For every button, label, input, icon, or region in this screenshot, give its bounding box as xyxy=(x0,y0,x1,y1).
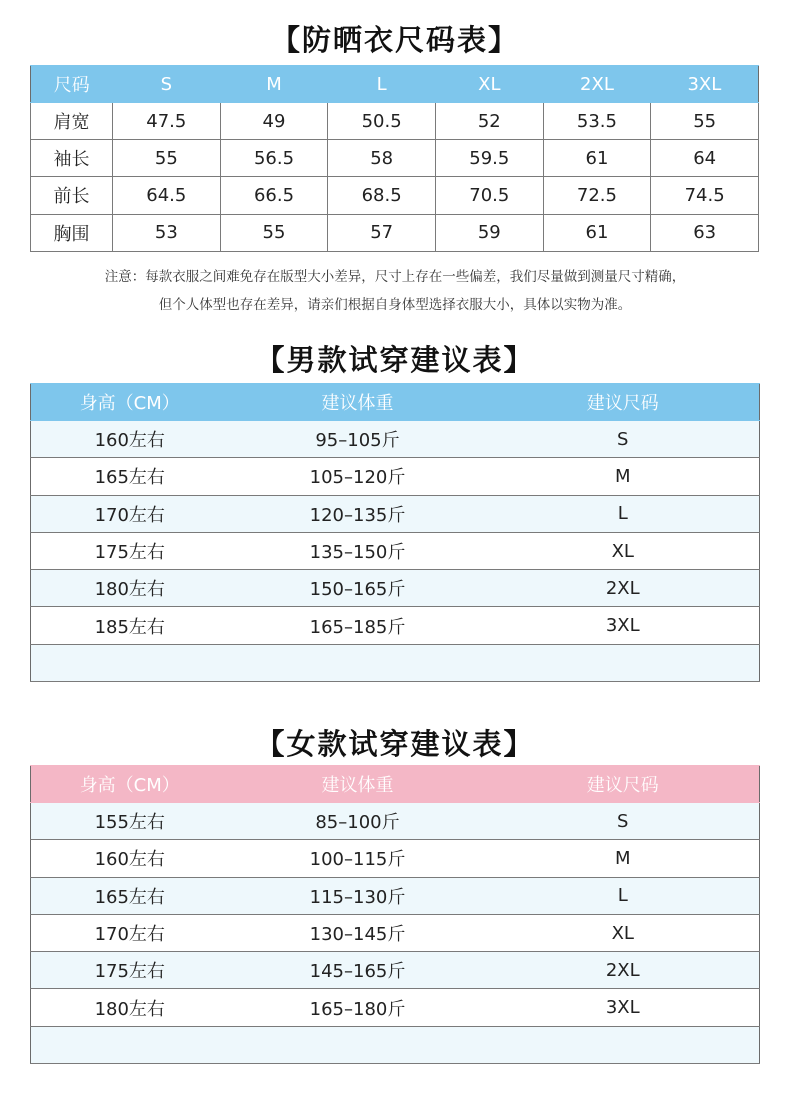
table-cell: 50.5 xyxy=(328,103,436,140)
table-row xyxy=(31,989,760,1026)
measure-label: 前长 xyxy=(31,177,113,214)
height-cell xyxy=(31,644,229,681)
measure-label: 肩宽 xyxy=(31,103,113,140)
size-header: 建议尺码 xyxy=(487,766,760,803)
table-cell: 59 xyxy=(435,214,543,251)
size-cell: S xyxy=(487,421,760,458)
weight-cell: 120–135斤 xyxy=(229,495,487,532)
size-chart-title: 【防晒衣尺码表】 xyxy=(270,23,519,57)
table-cell: 61 xyxy=(543,140,651,177)
table-cell: 55 xyxy=(651,103,759,140)
height-cell: 170左右 xyxy=(31,914,229,951)
weight-cell: 115–130斤 xyxy=(229,877,487,914)
table-cell: 64.5 xyxy=(113,177,221,214)
table-cell: 47.5 xyxy=(113,103,221,140)
size-chart-header-cell: 3XL xyxy=(651,66,759,103)
weight-cell: 130–145斤 xyxy=(229,914,487,951)
height-cell: 175左右 xyxy=(31,952,229,989)
size-chart-header-cell: 2XL xyxy=(543,66,651,103)
women-fit-table xyxy=(30,765,760,1064)
weight-cell: 135–150斤 xyxy=(229,532,487,569)
table-cell: 72.5 xyxy=(543,177,651,214)
weight-cell: 85–100斤 xyxy=(229,803,487,840)
table-cell: 53 xyxy=(113,214,221,251)
women-fit-title: 【女款试穿建议表】 xyxy=(255,727,535,761)
size-cell: L xyxy=(487,877,760,914)
size-cell: 3XL xyxy=(487,989,760,1026)
weight-cell: 165–185斤 xyxy=(229,607,487,644)
table-cell: 64 xyxy=(651,140,759,177)
table-cell: 53.5 xyxy=(543,103,651,140)
men-fit-title: 【男款试穿建议表】 xyxy=(255,343,535,377)
height-cell: 160左右 xyxy=(31,840,229,877)
weight-cell: 105–120斤 xyxy=(229,458,487,495)
empty-row xyxy=(31,644,760,681)
weight-cell: 145–165斤 xyxy=(229,952,487,989)
height-cell: 165左右 xyxy=(31,458,229,495)
table-row xyxy=(31,103,759,140)
women-fit-header-row xyxy=(31,766,760,803)
note-line-2: 但个人体型也存在差异，请亲们根据自身体型选择衣服大小，具体以实物为准。 xyxy=(158,297,632,313)
table-row xyxy=(31,214,759,251)
measure-label: 袖长 xyxy=(31,140,113,177)
size-cell: XL xyxy=(487,532,760,569)
weight-cell: 95–105斤 xyxy=(229,421,487,458)
weight-header: 建议体重 xyxy=(229,766,487,803)
size-chart-header-cell: XL xyxy=(435,66,543,103)
table-row xyxy=(31,570,760,607)
table-cell: 68.5 xyxy=(328,177,436,214)
table-cell: 49 xyxy=(220,103,328,140)
table-cell: 55 xyxy=(113,140,221,177)
height-cell: 180左右 xyxy=(31,570,229,607)
table-cell: 61 xyxy=(543,214,651,251)
table-cell: 55 xyxy=(220,214,328,251)
weight-cell xyxy=(229,1026,487,1063)
table-row xyxy=(31,877,760,914)
height-cell: 155左右 xyxy=(31,803,229,840)
weight-header: 建议体重 xyxy=(229,384,487,421)
height-header: 身高（CM） xyxy=(31,384,229,421)
size-cell: 2XL xyxy=(487,952,760,989)
size-chart-header-cell: L xyxy=(328,66,436,103)
table-row xyxy=(31,607,760,644)
table-row xyxy=(31,177,759,214)
table-row xyxy=(31,421,760,458)
weight-cell xyxy=(229,644,487,681)
height-cell: 165左右 xyxy=(31,877,229,914)
size-chart-header-cell: S xyxy=(113,66,221,103)
table-row xyxy=(31,495,760,532)
height-cell xyxy=(31,1026,229,1063)
table-cell: 52 xyxy=(435,103,543,140)
table-row xyxy=(31,914,760,951)
height-cell: 180左右 xyxy=(31,989,229,1026)
size-cell: 2XL xyxy=(487,570,760,607)
table-cell: 56.5 xyxy=(220,140,328,177)
size-cell: M xyxy=(487,840,760,877)
table-cell: 58 xyxy=(328,140,436,177)
size-cell: L xyxy=(487,495,760,532)
table-cell: 70.5 xyxy=(435,177,543,214)
size-cell xyxy=(487,1026,760,1063)
table-row xyxy=(31,840,760,877)
height-header: 身高（CM） xyxy=(31,766,229,803)
empty-row xyxy=(31,1026,760,1063)
table-row xyxy=(31,458,760,495)
height-cell: 160左右 xyxy=(31,421,229,458)
size-cell: XL xyxy=(487,914,760,951)
size-cell: M xyxy=(487,458,760,495)
weight-cell: 100–115斤 xyxy=(229,840,487,877)
men-fit-header-row xyxy=(31,384,760,421)
table-row xyxy=(31,952,760,989)
weight-cell: 150–165斤 xyxy=(229,570,487,607)
size-chart-header-row xyxy=(31,66,759,103)
size-chart-header-cell: 尺码 xyxy=(31,66,113,103)
weight-cell: 165–180斤 xyxy=(229,989,487,1026)
table-row xyxy=(31,532,760,569)
table-cell: 57 xyxy=(328,214,436,251)
height-cell: 175左右 xyxy=(31,532,229,569)
table-cell: 74.5 xyxy=(651,177,759,214)
size-cell: S xyxy=(487,803,760,840)
men-fit-table xyxy=(30,383,760,682)
size-chart-header-cell: M xyxy=(220,66,328,103)
table-row xyxy=(31,140,759,177)
table-row xyxy=(31,803,760,840)
table-cell: 66.5 xyxy=(220,177,328,214)
table-cell: 63 xyxy=(651,214,759,251)
size-cell: 3XL xyxy=(487,607,760,644)
measure-label: 胸围 xyxy=(31,214,113,251)
size-header: 建议尺码 xyxy=(487,384,760,421)
height-cell: 170左右 xyxy=(31,495,229,532)
table-cell: 59.5 xyxy=(435,140,543,177)
size-cell xyxy=(487,644,760,681)
height-cell: 185左右 xyxy=(31,607,229,644)
note-line-1: 注意：每款衣服之间难免存在版型大小差异，尺寸上存在一些偏差，我们尽量做到测量尺寸精确， xyxy=(104,269,686,285)
size-chart-table xyxy=(30,65,759,252)
